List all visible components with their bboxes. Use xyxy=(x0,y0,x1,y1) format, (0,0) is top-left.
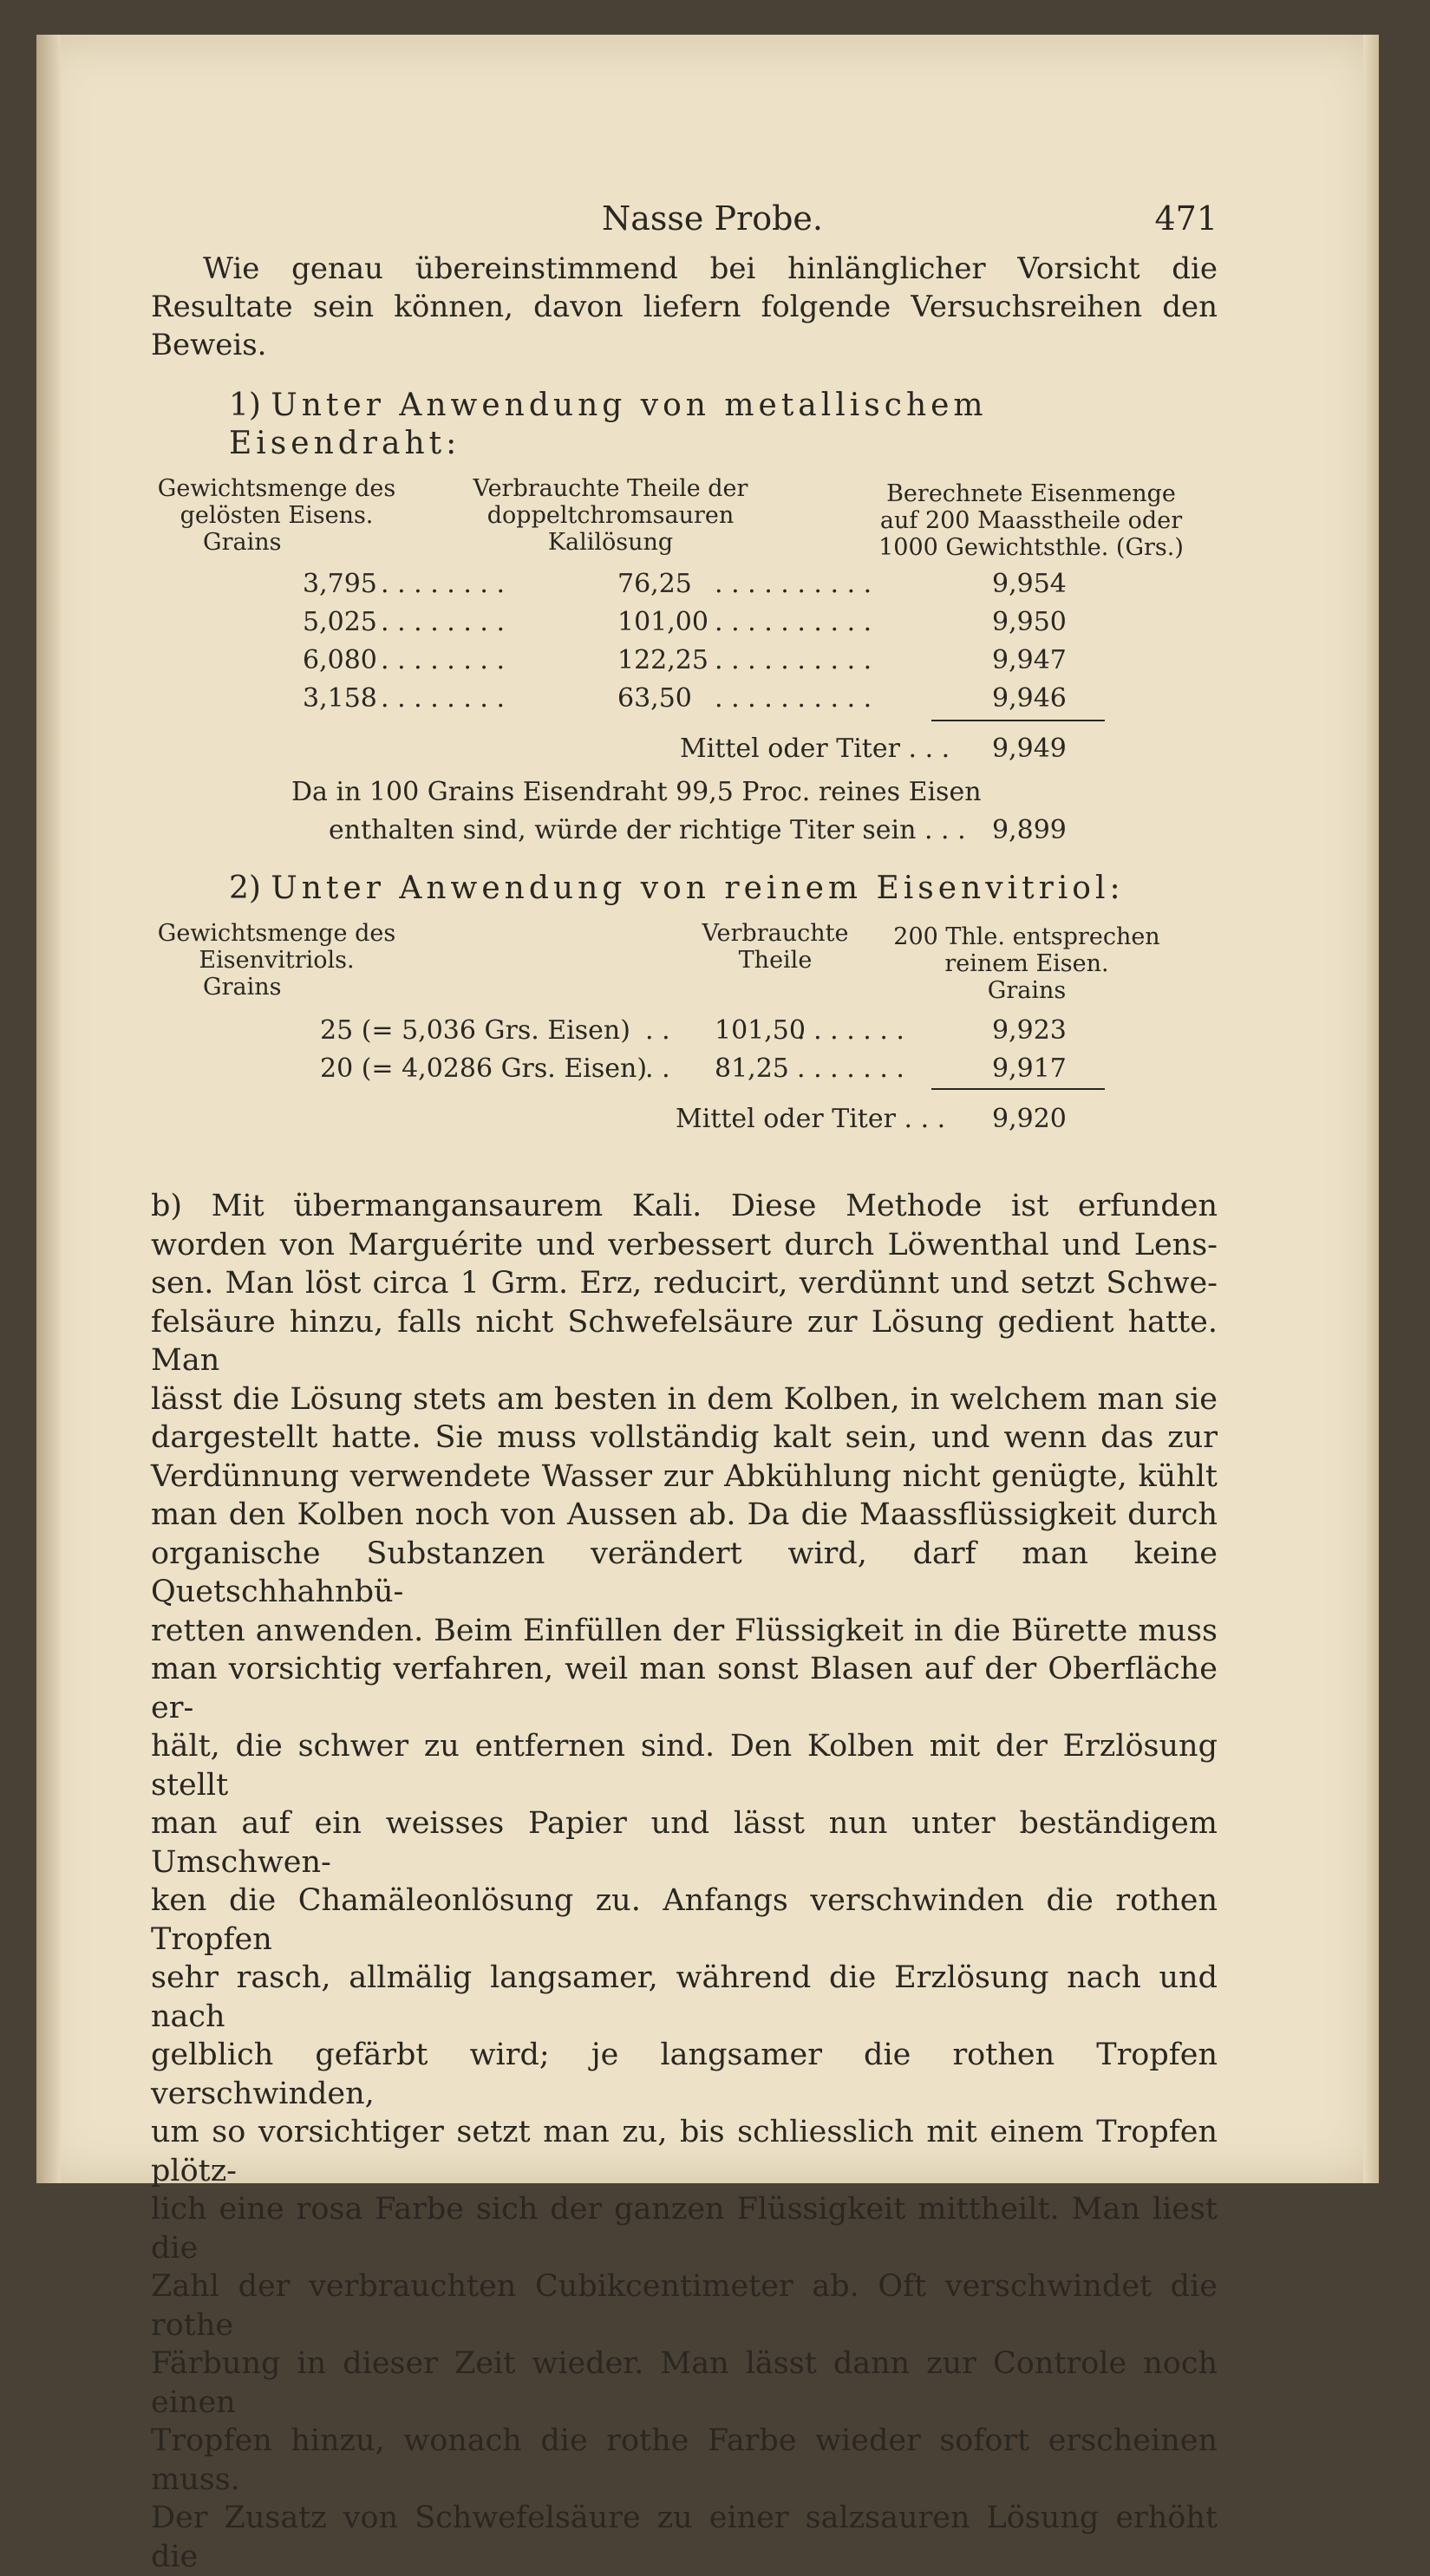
section-b-line: b) Mit übermangansaurem Kali. Diese Methode ist erfunden xyxy=(151,1189,1218,1223)
s2-leader-dots: . . xyxy=(645,1015,670,1046)
s1-rows xyxy=(151,562,1218,714)
section2-table xyxy=(151,920,1218,1152)
s2-cell-used: 81,25 xyxy=(715,1053,789,1084)
book-page xyxy=(36,35,1379,2574)
section1-table xyxy=(151,475,1218,770)
s1-cell-used: 63,50 xyxy=(617,683,692,714)
section-b-line: lich eine rosa Farbe sich der ganzen Flüssigkeit mittheilt. Man liest die xyxy=(151,2192,1218,2266)
s1-cell-weight: 5,025 xyxy=(303,607,377,637)
s1-note-value: 9,899 xyxy=(992,815,1067,845)
s2-cell-used: 101,50 xyxy=(715,1015,806,1046)
s2-cell-result: 9,923 xyxy=(992,1015,1067,1046)
s1-cell-weight: 3,158 xyxy=(303,683,377,714)
s1-h1-l2: gelösten Eisens. xyxy=(180,502,374,529)
s1-leader-dots: . . . . . . . . . . xyxy=(715,683,872,714)
section-b-line: man auf ein weisses Papier und lässt nun unter beständigem Umschwen- xyxy=(151,1806,1218,1880)
s1-cell-result: 9,946 xyxy=(992,683,1067,714)
section-b-line: man den Kolben noch von Aussen ab. Da die Maassflüssigkeit durch xyxy=(151,1497,1218,1532)
s2-mean-row xyxy=(151,1097,1218,1135)
s2-col-header-equiv xyxy=(879,923,1174,1004)
section-b-line: hält, die schwer zu entfernen sind. Den Kolben mit der Erzlösung stellt xyxy=(151,1729,1218,1803)
section-b-line: dargestellt hatte. Sie muss vollständig kalt sein, und wenn das zur xyxy=(151,1420,1218,1455)
section-b-line: gelblich gefärbt wird; je langsamer die rothen Tropfen verschwinden, xyxy=(151,2038,1218,2111)
s2-leader-dots: . . . . . . . xyxy=(797,1015,904,1046)
s1-row xyxy=(151,562,1218,600)
s1-row xyxy=(151,638,1218,676)
s1-leader-dots: . . . . . . . . xyxy=(381,569,506,599)
s1-leader-dots: . . . . . . . . xyxy=(381,607,506,637)
section1-number: 1) xyxy=(229,388,261,423)
running-header xyxy=(151,182,1218,238)
section-b-line: organische Substanzen verändert wird, darf man keine Quetschhahnbü- xyxy=(151,1536,1218,1609)
s1-note-line2: enthalten sind, würde der richtige Titer sein . . . xyxy=(329,815,966,845)
s1-note-line1: Da in 100 Grains Eisendraht 99,5 Proc. reines Eisen xyxy=(291,777,982,807)
section-b-line: retten anwenden. Beim Einfüllen der Flüssigkeit in die Bürette muss xyxy=(151,1613,1218,1648)
section1-heading xyxy=(229,387,1218,463)
s2-cell-weight: 20 (= 4,0286 Grs. Eisen) xyxy=(320,1053,648,1084)
s1-h1-l1: Gewichtsmenge des xyxy=(157,475,396,502)
s2-h2-l1: Verbrauchte xyxy=(702,920,849,947)
section1-note xyxy=(151,770,1218,852)
running-title: Nasse Probe. xyxy=(602,199,823,238)
section-b-line: Zahl der verbrauchten Cubikcentimeter ab. Oft verschwindet die rothe xyxy=(151,2269,1218,2343)
s1-leader-dots: . . . . . . . . xyxy=(381,645,506,675)
s1-cell-used: 76,25 xyxy=(617,569,692,599)
section-b-line: sen. Man löst circa 1 Grm. Erz, reducirt, verdünnt und setzt Schwe- xyxy=(151,1266,1218,1301)
section-b-line: man vorsichtig verfahren, weil man sonst Blasen auf der Oberfläche er- xyxy=(151,1652,1218,1725)
s2-mean-value: 9,920 xyxy=(992,1104,1067,1134)
section-b-line: Verdünnung verwendete Wasser zur Abkühlung nicht genügte, kühlt xyxy=(151,1458,1218,1494)
s2-h1-l3: Grains xyxy=(203,974,282,1001)
s1-leader-dots: . . . . . . . . . . xyxy=(715,569,872,599)
s1-row xyxy=(151,676,1218,714)
s1-note-row2 xyxy=(151,808,1218,846)
s1-note-row1 xyxy=(151,770,1218,808)
s1-leader-dots: . . . . . . . . xyxy=(381,683,506,714)
s1-leader-dots: . . . . . . . . . . xyxy=(715,645,872,675)
section2-heading xyxy=(229,870,1218,908)
s1-mean-value: 9,949 xyxy=(992,734,1067,764)
section-b-line: um so vorsichtiger setzt man zu, bis schliesslich mit einem Tropfen plötz- xyxy=(151,2115,1218,2188)
s1-h2-l3: Kalilösung xyxy=(547,529,674,556)
s2-col-header-used xyxy=(671,920,879,974)
section-b-paragraph xyxy=(151,1187,1218,2576)
section1-title: Unter Anwendung von metallischem Eisendraht: xyxy=(229,388,988,461)
s1-cell-result: 9,947 xyxy=(992,645,1067,675)
s1-col-header-used xyxy=(446,475,775,556)
s2-cell-result: 9,917 xyxy=(992,1053,1067,1084)
section-b-line: lässt die Lösung stets am besten in dem Kolben, in welchem man sie xyxy=(151,1381,1218,1417)
s1-cell-weight: 3,795 xyxy=(303,569,377,599)
s2-leader-dots: . . xyxy=(645,1053,670,1084)
page-number: 471 xyxy=(1154,199,1218,238)
s1-sum-rule xyxy=(931,720,1105,721)
section-b-line: felsäure hinzu, falls nicht Schwefelsäure zur Lösung gedient hatte. Man xyxy=(151,1304,1218,1378)
s2-mean-label: Mittel oder Titer . . . xyxy=(676,1104,946,1134)
page-gutter xyxy=(36,35,61,2183)
page-edge xyxy=(1363,35,1379,2183)
s1-h2-l2: doppeltchromsauren xyxy=(486,502,735,529)
s2-row xyxy=(151,1008,1218,1047)
section-b-line: Der Zusatz von Schwefelsäure zu einer salzsauren Lösung erhöht die xyxy=(151,2501,1218,2574)
s1-h1-l3: Grains xyxy=(203,529,282,556)
section-b-line: Tropfen hinzu, wonach die rothe Farbe wieder sofort erscheinen muss. xyxy=(151,2423,1218,2497)
s1-h3-l3: 1000 Gewichtsthle. (Grs.) xyxy=(878,534,1184,561)
section2-title: Unter Anwendung von reinem Eisenvitriol: xyxy=(271,871,1125,906)
s1-col-header-calc xyxy=(853,480,1209,561)
s1-mean-label: Mittel oder Titer . . . xyxy=(680,734,950,764)
section-b-line: ken die Chamäleonlösung zu. Anfangs verschwinden die rothen Tropfen xyxy=(151,1883,1218,1957)
section-b-line: sehr rasch, allmälig langsamer, während die Erzlösung nach und nach xyxy=(151,1960,1218,2034)
s1-h3-l2: auf 200 Maasstheile oder xyxy=(879,507,1183,534)
s1-row xyxy=(151,600,1218,638)
s1-h2-l1: Verbrauchte Theile der xyxy=(473,475,748,502)
s1-cell-weight: 6,080 xyxy=(303,645,377,675)
section-b-line: worden von Marguérite und verbessert durch Löwenthal und Lens- xyxy=(151,1227,1218,1262)
s1-mean-row xyxy=(151,727,1218,765)
s1-cell-result: 9,950 xyxy=(992,607,1067,637)
s2-h1-l1: Gewichtsmenge des xyxy=(157,920,396,947)
s1-col-header-weight xyxy=(151,475,402,556)
s1-h3-l1: Berechnete Eisenmenge xyxy=(886,480,1176,507)
s2-sum-rule xyxy=(931,1088,1105,1090)
s1-cell-used: 101,00 xyxy=(617,607,708,637)
s2-col-header-weight xyxy=(151,920,402,1001)
section-b-line: Färbung in dieser Zeit wieder. Man lässt dann zur Controle noch einen xyxy=(151,2346,1218,2420)
s1-leader-dots: . . . . . . . . . . xyxy=(715,607,872,637)
s2-h1-l2: Eisenvitriols. xyxy=(199,947,355,974)
intro-paragraph: Wie genau übereinstimmend bei hinlänglicher Vorsicht die Resultate sein können, davon liefern folgende Versuchsreihen den Beweis. xyxy=(151,251,1218,362)
s2-h3-l1: 200 Thle. entsprechen xyxy=(893,923,1160,950)
s2-cell-weight: 25 (= 5,036 Grs. Eisen) xyxy=(320,1015,630,1046)
s2-h3-l3: Grains xyxy=(987,977,1067,1004)
section2-number: 2) xyxy=(229,871,261,906)
s2-h2-l2: Theile xyxy=(738,947,813,974)
s2-leader-dots: . . . . . . . xyxy=(797,1053,904,1084)
s1-cell-result: 9,954 xyxy=(992,569,1067,599)
s1-cell-used: 122,25 xyxy=(617,645,708,675)
s2-h3-l2: reinem Eisen. xyxy=(944,950,1109,977)
page-content xyxy=(151,182,1218,2576)
s2-row xyxy=(151,1047,1218,1085)
s2-rows xyxy=(151,1008,1218,1085)
